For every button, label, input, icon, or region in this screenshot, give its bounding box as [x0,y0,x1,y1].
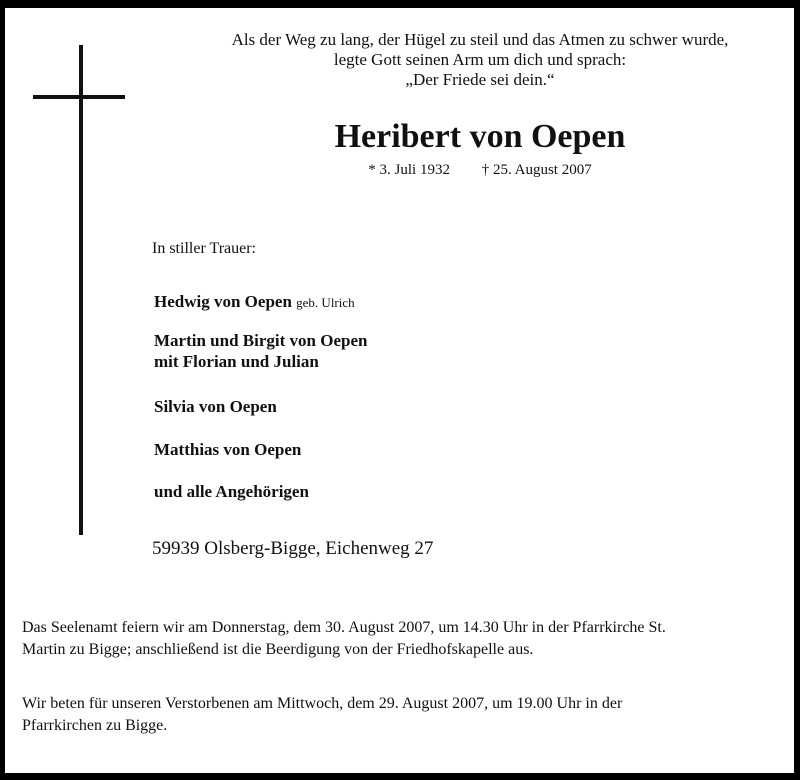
family-member: Matthias von Oepen [154,440,302,459]
life-dates [5,162,800,179]
family-member: Silvia von Oepen [154,397,277,416]
family-member [154,330,367,372]
family-name: Hedwig von Oepen [154,292,292,311]
family-member [154,291,355,313]
mourning-label: In stiller Trauer: [152,240,256,257]
poem-line: Als der Weg zu lang, der Hügel zu steil und das Atmen zu schwer wurde, [231,30,729,49]
funeral-info [22,617,666,661]
family-name: Martin und Birgit von Oepen [154,331,368,350]
obituary-notice [5,8,794,773]
maiden-name: geb. Ulrich [296,295,355,310]
poem-line: „Der Friede sei dein.“ [405,70,555,89]
birth-date: * 3. Juli 1932 [368,162,450,178]
address: 59939 Olsberg-Bigge, Eichenweg 27 [152,538,434,559]
cross-horizontal-bar [33,95,125,99]
prayer-info [22,693,622,737]
text-line: Das Seelenamt feiern wir am Donnerstag, dem 30. August 2007, um 14.30 Uhr in der Pfarrkirche St. [22,619,666,636]
deceased-name: Heribert von Oepen [334,118,626,155]
poem-line: legte Gott seinen Arm um dich und sprach: [333,50,627,69]
text-line: Pfarrkirchen zu Bigge. [22,717,168,734]
text-line: Wir beten für unseren Verstorbenen am Mittwoch, dem 29. August 2007, um 19.00 Uhr in der [22,695,623,712]
family-member: und alle Angehörigen [154,482,309,501]
family-children: mit Florian und Julian [154,352,319,371]
death-date: † 25. August 2007 [481,162,592,178]
text-line: Martin zu Bigge; anschließend ist die Beerdigung von der Friedhofskapelle aus. [22,641,534,658]
